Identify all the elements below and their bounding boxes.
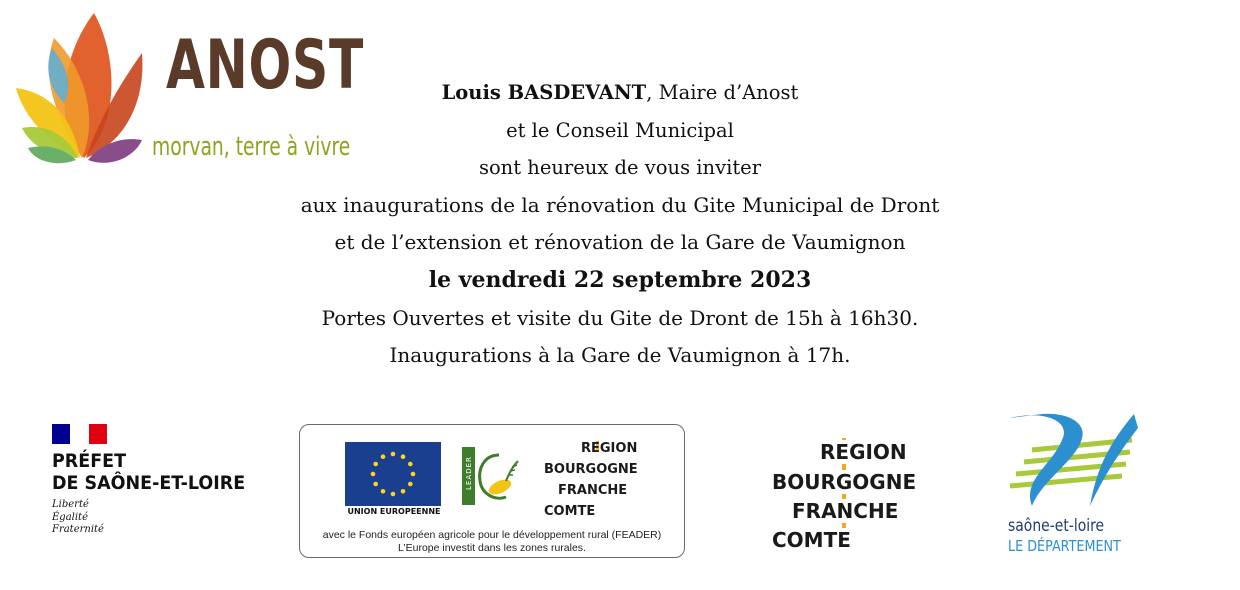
leader-emblem-icon [476,451,522,503]
invitation-host-line [200,74,1040,112]
invitation-invite-line: sont heureux de vous inviter [478,156,762,180]
host-title: , Maire d’Anost [646,81,799,104]
prefet-title-line2: DE SAÔNE-ET-LOIRE [52,472,246,494]
invitation-council-line: et le Conseil Municipal [506,118,734,142]
invitation-gite-line: aux inaugurations de la rénovation du Gite Municipal de Dront [300,192,940,217]
saone-et-loire-emblem-icon [1002,410,1142,515]
marianne-flag-icon [52,424,107,444]
anost-wordmark: ANOST [166,26,365,105]
invitation-text [200,74,1040,375]
region-bfc-line-1: REGION [820,440,907,464]
saone-et-loire-name: saône-et-loire [1008,516,1105,536]
prefet-title [52,450,245,494]
region-line-3: FRANCHE [558,483,628,498]
eu-label: UNION EUROPEENNE [347,507,441,516]
prefet-title-line1: PRÉFET [52,450,127,472]
feader-caption-line1: avec le Fonds européen agricole pour le développement rural (FEADER) [322,529,662,541]
motto-fraternite: Fraternité [52,524,104,535]
host-name: Louis BASDEVANT [441,81,647,104]
region-line-4: COMTE [544,504,596,519]
feader-caption-line2: L’Europe investit dans les zones rurales. [398,542,586,554]
flag-blue [52,424,70,444]
prefet-logo [52,424,282,544]
invitation-open-house: Portes Ouvertes et visite du Gite de Dront de 15h à 16h30. [321,305,919,330]
flag-white [70,424,88,444]
region-line-2: BOURGOGNE [544,462,638,477]
leader-logo [462,447,522,505]
saone-et-loire-subtitle: LE DÉPARTEMENT [1008,537,1121,555]
motto-egalite: Égalité [52,511,88,523]
eu-flag-icon [345,442,441,506]
invitation-inauguration-time: Inaugurations à la Gare de Vaumignon à 17h. [389,343,851,368]
region-bfc-logo [772,438,932,553]
saone-et-loire-logo [1002,410,1142,560]
region-bfc-line-4: COMTE [772,528,851,552]
eu-box-region-logo [544,441,664,521]
motto-liberte: Liberté [52,499,89,510]
region-line-1: REGION [581,441,638,456]
anost-leaves-icon [14,8,164,168]
feader-funding-box [299,424,685,558]
prefet-motto [52,499,104,537]
anost-tagline: morvan, terre à vivre [152,132,351,162]
region-bfc-line-2: BOURGOGNE [772,470,917,494]
invitation-gare-line: et de l’extension et rénovation de la Gare de Vaumignon [334,230,906,255]
eu-stars-icon [345,442,441,506]
invitation-date: le vendredi 22 septembre 2023 [428,266,812,293]
region-bfc-line-3: FRANCHE [792,499,899,523]
feader-caption [300,529,684,555]
leader-label: LEADER [465,456,473,490]
flag-red [89,424,107,444]
